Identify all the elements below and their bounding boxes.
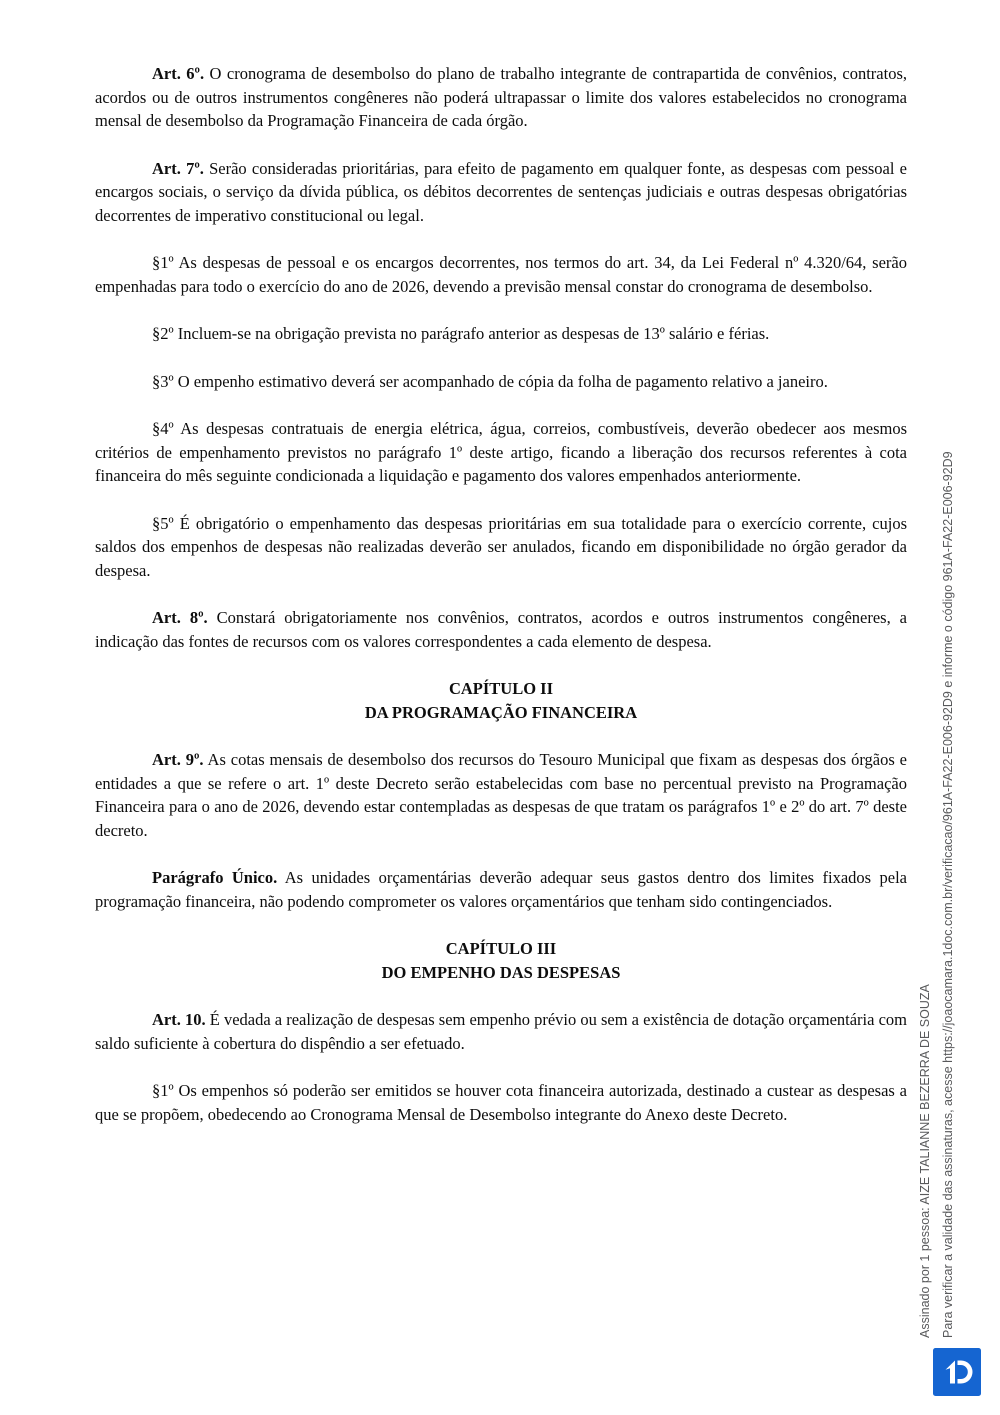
chapter-number: CAPÍTULO III (445, 939, 557, 958)
paragraph-text: Serão consideradas prioritárias, para efeito de pagamento em qualquer fonte, as despesas com pessoal e encargos sociais, o serviço da dívida pública, os débitos decorrentes de sentenças judiciais e outras despesas obrigatórias decorrentes de imperativo constitucional ou legal. (95, 158, 908, 225)
paragraph-art-6 (95, 62, 907, 133)
paragraph-art-10 (95, 1008, 907, 1055)
chapter-title: DA PROGRAMAÇÃO FINANCEIRA (364, 702, 638, 722)
paragraph-art-9 (95, 748, 907, 842)
paragraph-text: §5º É obrigatório o empenhamento das despesas prioritárias em sua totalidade para o exercício corrente, cujos saldos dos empenhos de despesas não realizadas deverão ser anulados, ficando em disponibilidade no órgão gerador da despesa. (95, 513, 907, 580)
chapter-heading-2 (95, 677, 907, 724)
paragraph-art7-par3 (95, 370, 907, 394)
paragraph-text: O cronograma de desembolso do plano de trabalho integrante de contrapartida de convênios, contratos, acordos ou de outros instrumentos congêneres não poderá ultrapassar o limite dos valores estabelecidos no cronograma mensal de desembolso da Programação Financeira de cada órgão. (95, 64, 907, 130)
article-label: Art. 6º. (152, 64, 205, 83)
paragraph-text: As unidades orçamentárias deverão adequar seus gastos dentro dos limites fixados pela programação financeira, não podendo comprometer os valores orçamentários que tenham sido contingenciados. (95, 868, 907, 911)
paragraph-art7-par2 (95, 322, 907, 346)
paragraph-text: §4º As despesas contratuais de energia elétrica, água, correios, combustíveis, deverão obedecer aos mesmos critérios de empenhamento previstos no parágrafo 1º deste artigo, ficando a liberação dos recursos referentes à cota financeira do mês seguinte condicionada a liquidação e pagamento dos valores empenhados anteriormente. (95, 419, 907, 485)
article-label: Art. 7º. (152, 158, 204, 178)
article-label: Art. 8º. (152, 608, 208, 627)
paragraph-art10-par1 (95, 1079, 907, 1126)
paragraph-text: Constará obrigatoriamente nos convênios, contratos, acordos e outros instrumentos congêneres, a indicação das fontes de recursos com os valores correspondentes a cada elemento de despesa. (95, 608, 908, 651)
paragraph-art7-par4 (95, 417, 907, 488)
paragraph-text: §1º Os empenhos só poderão ser emitidos se houver cota financeira autorizada, destinado a custear as despesas a que se propõem, obedecendo ao Cronograma Mensal de Desembolso integrante do Anexo deste Decreto. (95, 1081, 907, 1124)
paragraph-art7-par5 (95, 512, 907, 583)
paragraph-art-8 (95, 606, 907, 653)
article-label: Art. 10. (152, 1010, 206, 1029)
article-label: Art. 9º. (152, 750, 204, 769)
paragraph-text: §2º Incluem-se na obrigação prevista no parágrafo anterior as despesas de 13º salário e férias. (152, 324, 770, 343)
chapter-number: CAPÍTULO II (448, 679, 554, 698)
paragraph-art-7 (95, 157, 907, 228)
paragraph-label: Parágrafo Único. (152, 868, 278, 887)
chapter-title: DO EMPENHO DAS DESPESAS (381, 962, 621, 982)
paragraph-text: É vedada a realização de despesas sem empenho prévio ou sem a existência de dotação orçamentária com saldo suficiente à cobertura do dispêndio a ser efetuado. (95, 1010, 907, 1053)
signature-verification-text: Para verificar a validade das assinaturas, acesse https://joaocamara.1doc.com.br/verificacao/961A-FA22-E006-92D9 e informe o código 961A-FA22-E006-92D9 (941, 451, 955, 1338)
chapter-heading-3 (95, 937, 907, 984)
paragraph-paragrafo-unico (95, 866, 907, 913)
paragraph-art7-par1 (95, 251, 907, 298)
decree-text-body (95, 62, 907, 1150)
paragraph-text: §1º As despesas de pessoal e os encargos decorrentes, nos termos do art. 34, da Lei Federal nº 4.320/64, serão empenhadas para todo o exercício do ano de 2026, devendo a previsão mensal constar do cronograma de desembolso. (95, 253, 907, 296)
signature-attestation-text: Assinado por 1 pessoa: AIZE TALIANNE BEZERRA DE SOUZA (918, 984, 932, 1338)
1doc-logo-icon (933, 1348, 981, 1396)
paragraph-text: As cotas mensais de desembolso dos recursos do Tesouro Municipal que fixam as despesas dos órgãos e entidades a que se refere o art. 1º deste Decreto serão estabelecidas com base no percentual previsto na Programação Financeira para o ano de 2026, devendo estar contempladas as despesas de que tratam os parágrafos 1º e 2º do art. 7º deste decreto. (95, 750, 907, 840)
paragraph-text: §3º O empenho estimativo deverá ser acompanhado de cópia da folha de pagamento relativo a janeiro. (152, 371, 828, 391)
